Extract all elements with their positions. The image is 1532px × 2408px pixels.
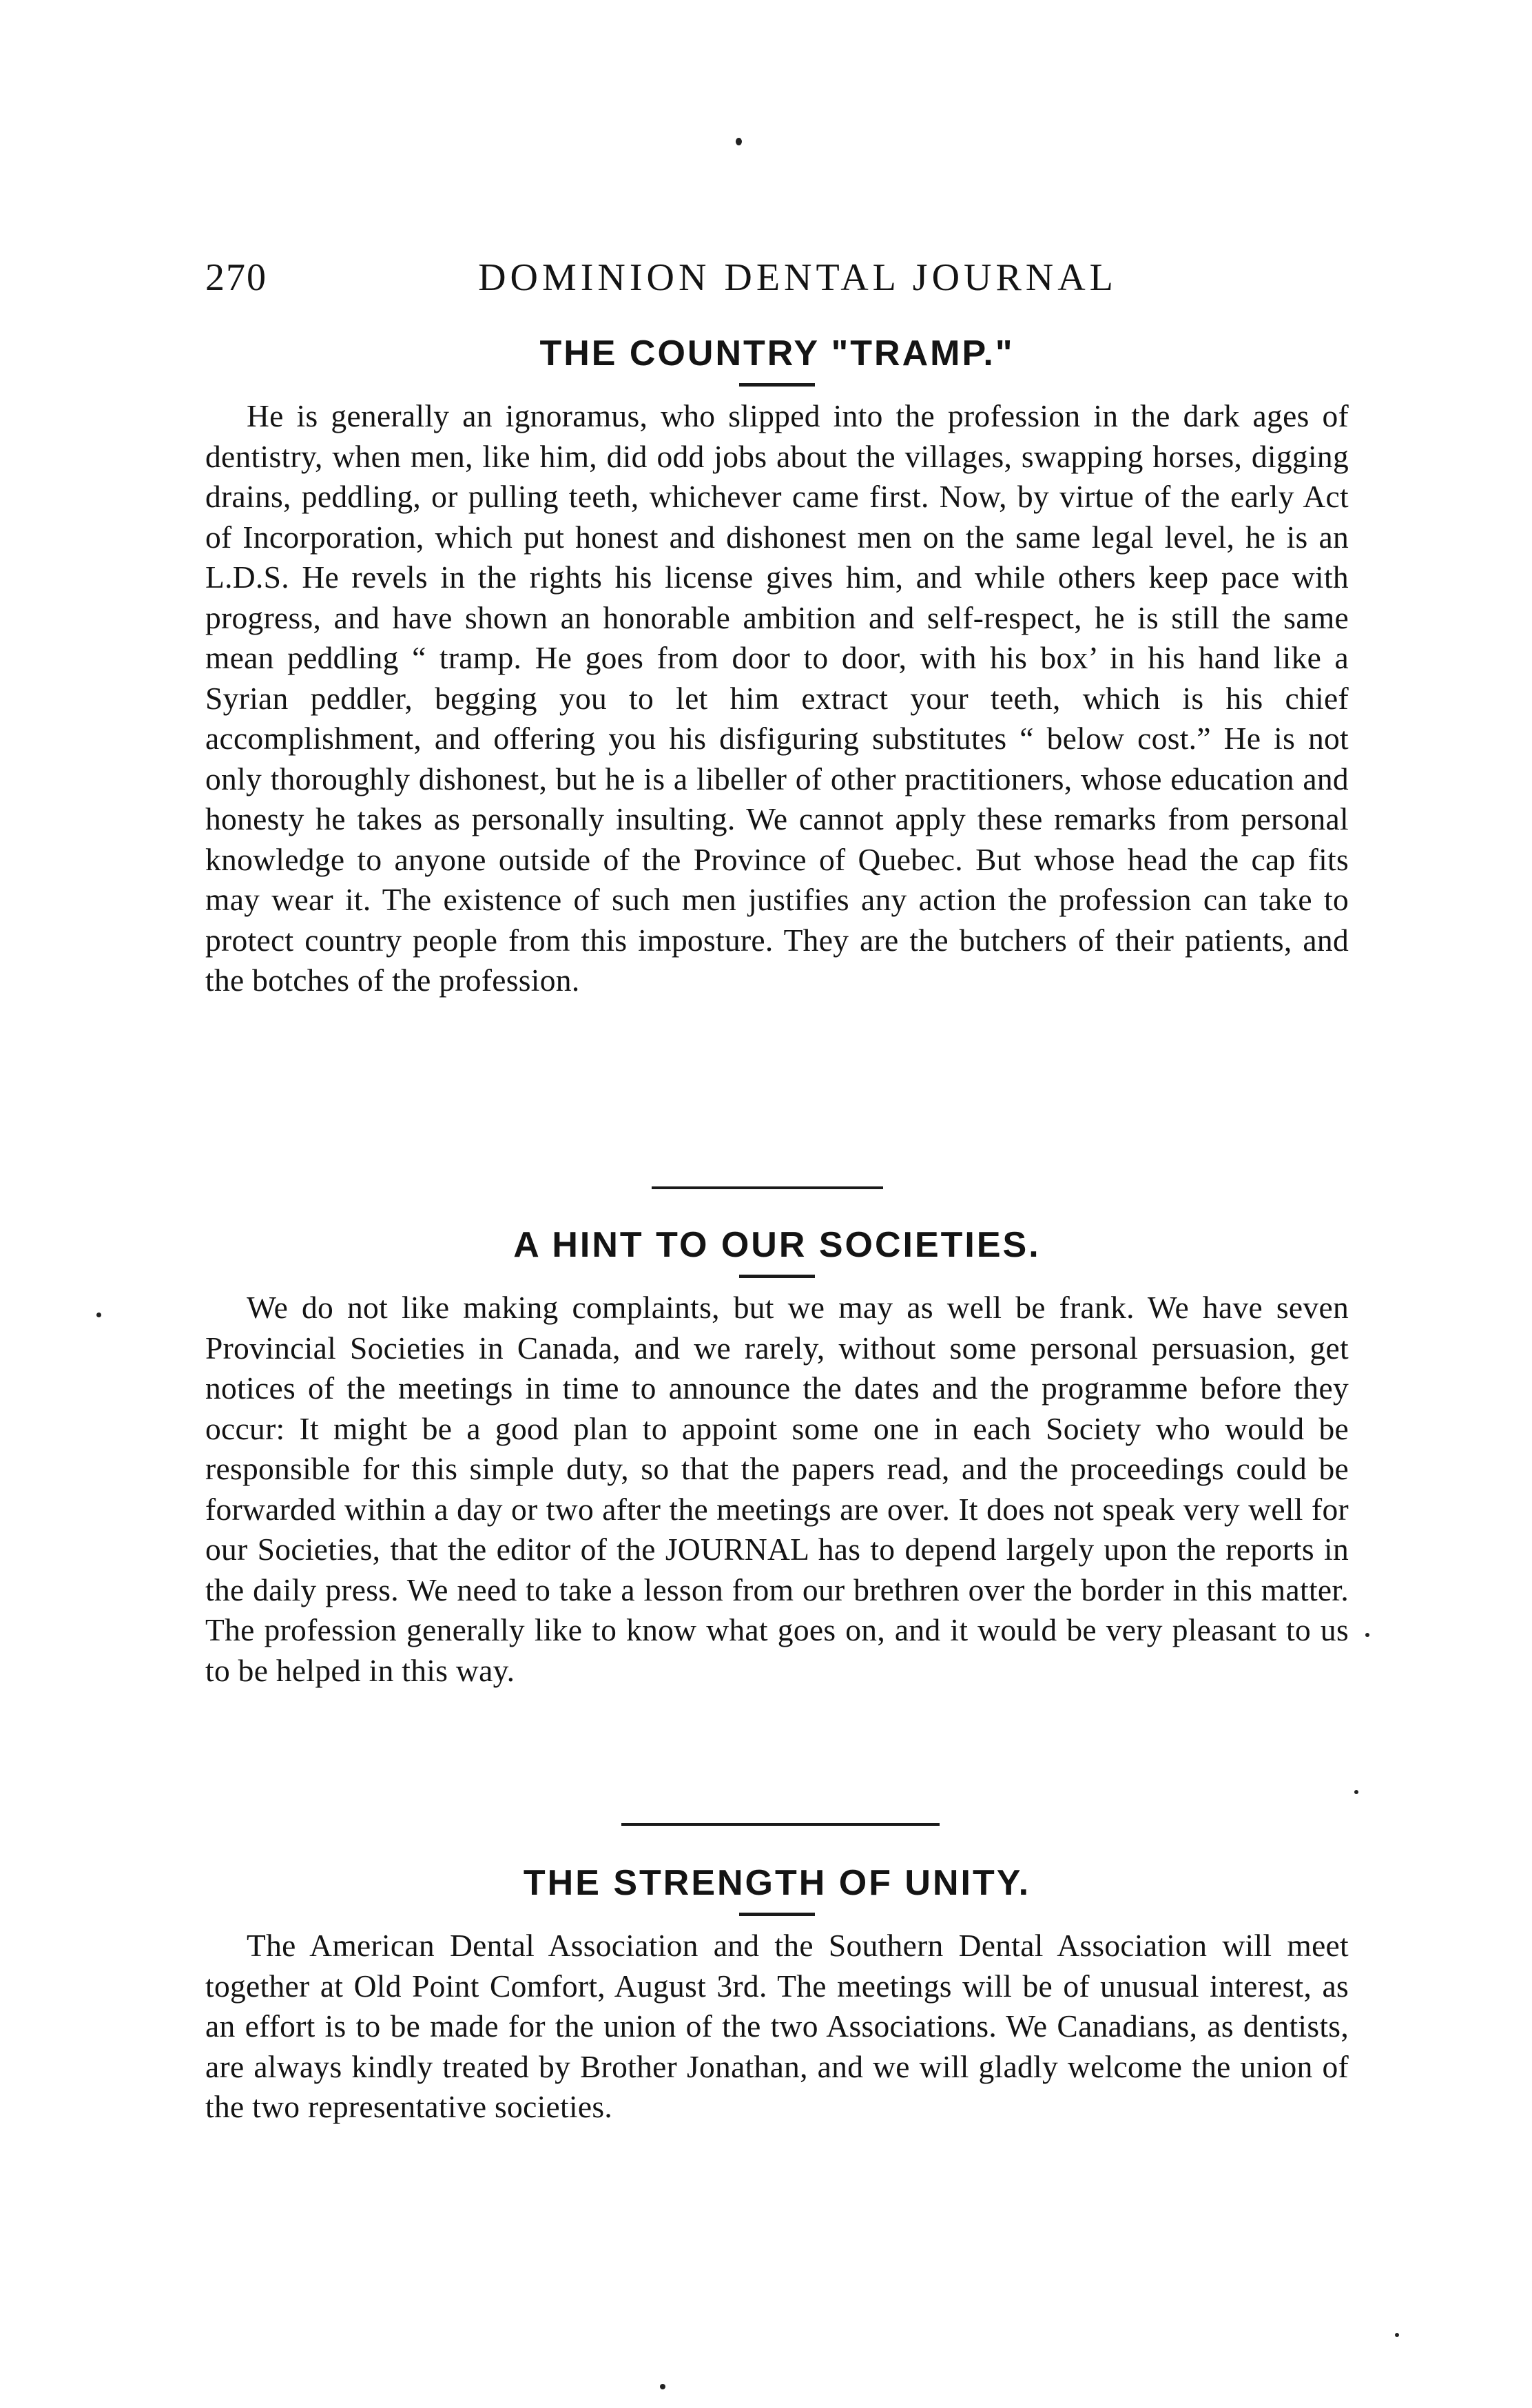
page-number: 270: [205, 256, 267, 299]
section-separator: [652, 1186, 883, 1189]
article-body: He is generally an ignoramus, who slipped into the profession in the dark ages of dentistry, when men, like him, did odd jobs about the villages, swapping horses, digging drains, peddling, or pulling teeth, whichever came first. Now, by virtue of the early Act of Incorporation, which put honest and dishonest men on the same legal level, he is an L.D.S. He revels in the rights his license gives him, and while others keep pace with progress, and have shown an honorable ambition and self-respect, he is still the same mean peddling “ tramp. He goes from door to door, with his box’ in his hand like a Syrian peddler, begging you to let him extract your teeth, which is his chief accomplishment, and offering you his disfiguring substitutes “ below cost.” He is not only thoroughly dishonest, but he is a libeller of other practitioners, whose education and honesty he takes as personally insulting. We cannot apply these remarks from personal knowledge to anyone outside of the Province of Quebec. But whose head the cap fits may wear it. The existence of such men justifies any action the profession can take to protect country people from this imposture. They are the butchers of their patients, and the botches of the profession.: [205, 398, 1349, 998]
article-country-tramp: [205, 329, 1349, 1001]
ink-speck: [736, 138, 742, 145]
article-title: THE COUNTRY "TRAMP.": [539, 333, 1015, 373]
running-head: DOMINION DENTAL JOURNAL: [478, 256, 1117, 299]
ink-speck: [96, 1313, 101, 1317]
article-hint-to-societies: [205, 1221, 1349, 1691]
ink-speck: [1395, 2333, 1399, 2337]
ink-speck: [660, 2384, 665, 2389]
article-title: A HINT TO OUR SOCIETIES.: [513, 1225, 1041, 1265]
ink-speck: [1365, 1633, 1369, 1637]
article-body: We do not like making complaints, but we may as well be frank. We have seven Provincial Societies in Canada, and we rarely, without some personal persuasion, get notices of the meetings in time to announce the dates and the programme before they occur: It might be a good plan to appoint some one in each Society who would be responsible for this simple duty, so that the papers read, and the proceedings could be forwarded within a day or two after the meetings are over. It does not speak very well for our Societies, that the editor of the JOURNAL has to depend largely upon the reports in the daily press. We need to take a lesson from our brethren over the border in this matter. The profession generally like to know what goes on, and it would be very pleasant to us to be helped in this way.: [205, 1290, 1349, 1688]
article-body: The American Dental Association and the Southern Dental Association will meet together at Old Point Comfort, August 3rd. The meetings will be of unusual interest, as an effort is to be made for the union of the two Associations. We Canadians, as dentists, are always kindly treated by Brother Jonathan, and we will gladly welcome the union of the two representative societies.: [205, 1928, 1349, 2124]
section-separator: [621, 1823, 940, 1826]
title-rule: [739, 1275, 815, 1278]
article-strength-of-unity: [205, 1859, 1349, 2128]
page-header: [205, 247, 1363, 309]
title-rule: [739, 383, 815, 387]
title-rule: [739, 1913, 815, 1916]
ink-speck: [1354, 1790, 1358, 1794]
article-title: THE STRENGTH OF UNITY.: [523, 1863, 1031, 1903]
